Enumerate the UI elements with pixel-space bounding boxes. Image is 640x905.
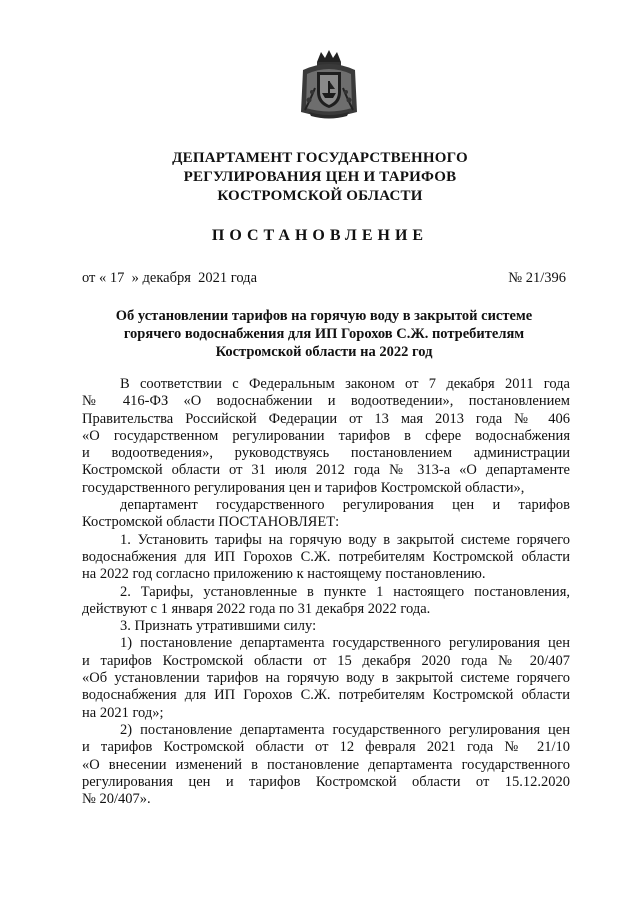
body-line: действуют с 1 января 2022 года по 31 декабря 2022 года. [82,600,431,617]
body-line: регулирования цен и тарифов Костромской области от 15.12.2020 [82,773,570,790]
department-line: РЕГУЛИРОВАНИЯ ЦЕН И ТАРИФОВ [183,169,457,185]
document-type: ПОСТАНОВЛЕНИЕ [211,227,429,244]
department-line: КОСТРОМСКОЙ ОБЛАСТИ [217,188,423,204]
body-line: № 20/407». [82,791,151,808]
document-date: от « 17 » декабря 2021 года [82,270,257,286]
body-line: водоснабжения для ИП Горохов С.Ж. потребителям Костромской области [82,687,570,704]
title-line: Костромской области на 2022 год [215,344,433,360]
body-line: Правительства Российской Федерации от 13 мая 2013 года № 406 [82,410,570,427]
body-line: «О государственном регулировании тарифов в сфере водоснабжения [82,427,570,444]
body-line: и тарифов Костромской области от 15 декабря 2020 года № 20/407 [82,652,570,669]
document-title [82,307,566,361]
body-line: 3. Признать утратившими силу: [120,618,317,635]
body-line: Костромской области ПОСТАНОВЛЯЕТ: [82,514,340,531]
document-body [82,376,570,808]
body-line: департамент государственного регулирования цен и тарифов [120,497,570,514]
document-number: № 21/396 [508,270,566,286]
body-line: «Об установлении тарифов на горячую воду в закрытой системе горячего [82,670,570,687]
body-line: на 2022 год согласно приложению к настоящему постановлению. [82,566,486,583]
body-line: 1) постановление департамента государственного регулирования цен [120,635,570,652]
body-line: государственного регулирования цен и тарифов Костромской области», [82,479,525,496]
title-line: горячего водоснабжения для ИП Горохов С.Ж. потребителям [123,326,525,342]
body-line: на 2021 год»; [82,704,164,721]
body-line: водоснабжения для ИП Горохов С.Ж. потребителям Костромской области [82,548,570,565]
body-line: Костромской области от 31 июля 2012 года № 313-а «О департаменте [82,462,570,479]
body-line: «О внесении изменений в постановление департамента государственного [82,756,570,773]
date-number-line [82,270,566,290]
body-line: № 416-ФЗ «О водоснабжении и водоотведении», постановлением [82,393,570,410]
body-line: и тарифов Костромской области от 12 февраля 2021 года № 21/10 [82,739,570,756]
body-line: 2. Тарифы, установленные в пункте 1 настоящего постановления, [120,583,570,600]
body-line: 2) постановление департамента государственного регулирования цен [120,721,570,738]
department-name [0,149,640,206]
title-line: Об установлении тарифов на горячую воду в закрытой системе [115,308,533,324]
body-line: В соответствии с Федеральным законом от 7 декабря 2011 года [120,376,570,392]
body-line: и водоотведения», руководствуясь постановлением администрации [82,445,570,462]
coat-of-arms-emblem [297,48,361,120]
body-line: 1. Установить тарифы на горячую воду в закрытой системе горячего [120,531,570,548]
department-line: ДЕПАРТАМЕНТ ГОСУДАРСТВЕННОГО [172,150,468,166]
